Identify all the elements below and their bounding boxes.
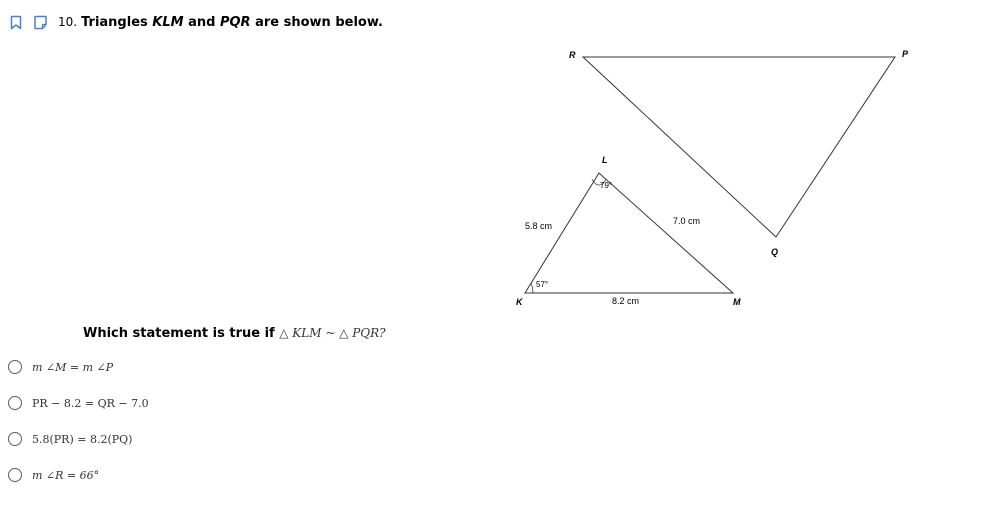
choice-b-radio[interactable] xyxy=(8,396,22,410)
triangle-klm xyxy=(525,173,733,293)
choice-c[interactable] xyxy=(8,430,132,448)
choice-b-label: PR − 8.2 = QR − 7.0 xyxy=(32,396,149,410)
choice-a[interactable] xyxy=(8,358,113,376)
choice-c-label: 5.8(PR) = 8.2(PQ) xyxy=(32,432,133,446)
vertex-l-label: L xyxy=(602,155,608,165)
question-prompt: Which statement is true if △ KLM ~ △ PQR? xyxy=(83,326,386,341)
choice-b[interactable] xyxy=(8,394,149,412)
side-kl-label: 5.8 cm xyxy=(525,221,553,231)
choice-a-radio[interactable] xyxy=(8,360,22,374)
choice-d-radio[interactable] xyxy=(8,468,22,482)
vertex-p-label: P xyxy=(902,49,909,59)
side-km-label: 8.2 cm xyxy=(612,296,640,306)
choice-d[interactable] xyxy=(8,466,99,484)
prompt-math: △ KLM ~ △ PQR? xyxy=(279,326,386,340)
angle-l-label: 79° xyxy=(600,181,613,190)
choice-a-label: m ∠M = m ∠P xyxy=(32,360,114,374)
choice-d-label: m ∠R = 66° xyxy=(32,468,100,482)
question-title: Triangles KLM and PQR are shown below. xyxy=(81,14,383,30)
vertex-r-label: R xyxy=(569,50,576,60)
angle-k-arc xyxy=(530,284,533,293)
choice-c-radio[interactable] xyxy=(8,432,22,446)
side-lm-label: 7.0 cm xyxy=(673,216,701,226)
vertex-k-label: K xyxy=(516,297,523,307)
question-number: 10. xyxy=(58,15,78,29)
vertex-q-label: Q xyxy=(771,247,779,257)
angle-k-label: 57° xyxy=(536,280,549,289)
triangle-pqr xyxy=(583,57,895,237)
vertex-m-label: M xyxy=(733,297,741,307)
